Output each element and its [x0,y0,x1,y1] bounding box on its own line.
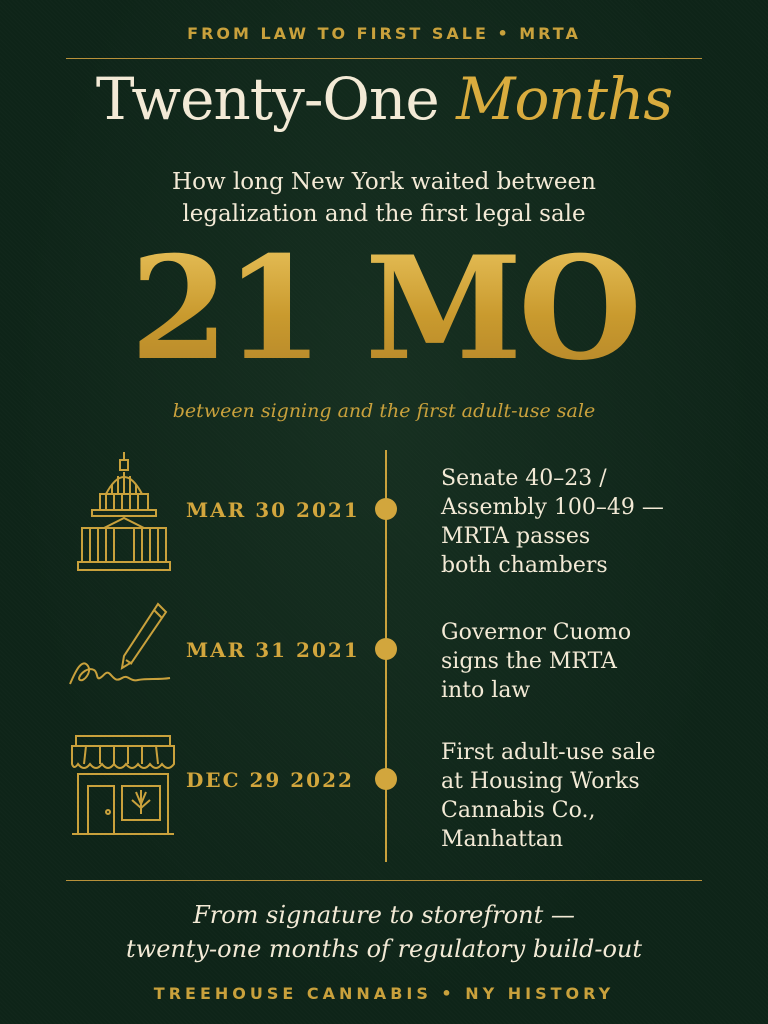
timeline-dot [375,638,397,660]
top-divider [66,58,702,59]
timeline-date: DEC 29 2022 [186,768,354,792]
timeline-dot [375,768,397,790]
footer-quote [0,898,768,966]
event-line: Manhattan [441,827,564,852]
bottom-divider [66,880,702,881]
event-line: signs the MRTA [441,649,617,674]
kicker-text: FROM LAW TO FIRST SALE • MRTA [187,24,581,43]
event-line: Governor Cuomo [441,620,632,645]
pen-signature-icon [66,600,176,694]
event-line: Assembly 100–49 — [441,495,664,520]
subtitle [0,166,768,230]
footer-quote-line: From signature to storefront — [193,901,575,929]
event-line: into law [441,678,531,703]
event-line: at Housing Works [441,769,640,794]
timeline-event [441,618,731,705]
event-line: MRTA passes [441,524,591,549]
timeline-event [441,464,731,580]
storefront-cannabis-icon [70,734,176,842]
timeline-date: MAR 31 2021 [186,638,360,662]
subtitle-line: legalization and the first legal sale [182,201,586,227]
page-title [0,66,768,133]
big-stat-value: 21 MO [0,238,768,380]
title-accent: Months [456,65,673,133]
event-line: Cannabis Co., [441,798,596,823]
event-line: both chambers [441,553,608,578]
event-line: Senate 40–23 / [441,466,607,491]
timeline-date: MAR 30 2021 [186,498,360,522]
footer-brand: TREEHOUSE CANNABIS • NY HISTORY [153,984,615,1003]
footer-quote-line: twenty-one months of regulatory build-out [126,935,642,963]
stat-caption: between signing and the first adult-use sale [172,400,596,422]
timeline-dot [375,498,397,520]
event-line: First adult-use sale [441,740,656,765]
subtitle-line: How long New York waited between [172,169,596,195]
timeline-event [441,738,731,854]
capitol-building-icon [76,450,172,578]
title-main: Twenty-One [95,65,439,133]
